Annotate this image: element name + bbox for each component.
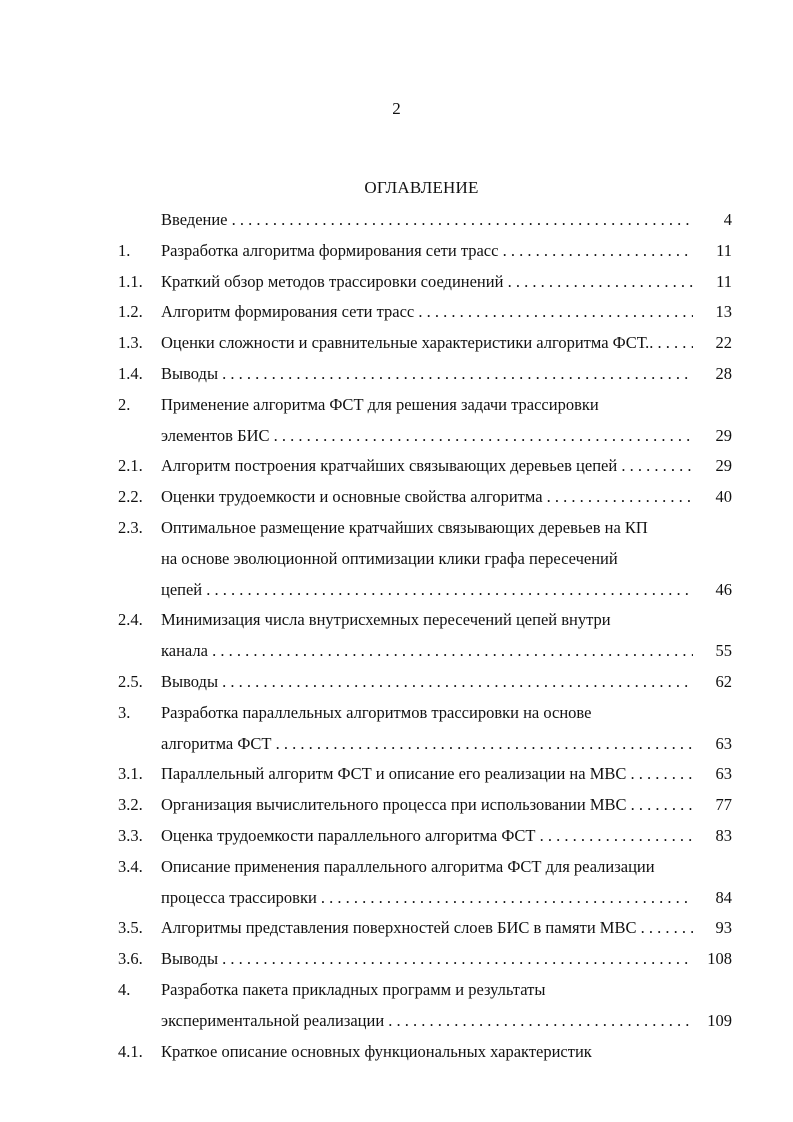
toc-entry-title: Параллельный алгоритм ФСТ и описание его реализации на МВС . . . <box>161 761 693 787</box>
toc-entry-title: алгоритма ФСТ . . . <box>161 731 693 757</box>
toc-entry-title: Выводы . . . <box>161 669 693 695</box>
toc-entry-page: 40 <box>715 487 732 507</box>
toc-entry-number: 3.1. <box>118 764 143 784</box>
toc-entry-title: Оценки сложности и сравнительные характеристики алгоритма ФСТ.. . . . <box>161 330 693 356</box>
toc-entry-line <box>0 885 793 911</box>
toc-entry-page: 84 <box>715 887 732 907</box>
toc-entry-line <box>0 700 793 726</box>
toc-entry-number: 1.1. <box>118 271 143 291</box>
toc-entry-title: на основе эволюционной оптимизации клики графа пересечений <box>161 548 618 568</box>
toc-entry-line <box>0 669 793 695</box>
toc-entry-page: 55 <box>715 641 732 661</box>
toc-entry-line <box>0 330 793 356</box>
toc-entry-page: 29 <box>715 425 732 445</box>
toc-entry-page: 46 <box>715 579 732 599</box>
toc-entry-page: 11 <box>716 240 732 260</box>
toc-entry-title: Выводы . . . <box>161 361 693 387</box>
toc-entry-title: Введение . . . <box>161 207 693 233</box>
toc-entry-title: Краткое описание основных функциональных характеристик <box>161 1041 592 1061</box>
toc-entry-line <box>0 792 793 818</box>
toc-entry-number: 2. <box>118 394 131 414</box>
toc-entry-title: Минимизация числа внутрисхемных пересечений цепей внутри <box>161 610 611 630</box>
toc-entry-title: Оптимальное размещение кратчайших связывающих деревьев на КП <box>161 518 648 537</box>
toc-entry-line <box>0 1039 793 1065</box>
toc-entry-title: Разработка параллельных алгоритмов трассировки на основе <box>161 702 592 722</box>
toc-entry-line <box>0 854 793 880</box>
toc-entry-title: Разработка алгоритма формирования сети трасс . . . <box>161 238 693 264</box>
toc-entry-number: 3.3. <box>118 826 143 845</box>
toc-entry-line <box>0 915 793 941</box>
toc-entry-title: элементов БИС . . . <box>161 423 693 449</box>
toc-entry-number: 1.2. <box>118 302 143 322</box>
toc-entry-number: 2.4. <box>118 610 143 630</box>
page-number: 2 <box>392 99 401 118</box>
toc-entry-number: 2.3. <box>118 518 143 537</box>
toc-entry-number: 3.4. <box>118 856 143 876</box>
toc-entry-number: 2.2. <box>118 487 143 507</box>
toc-entry-number: 2.1. <box>118 456 143 476</box>
toc-entry-page: 4 <box>723 210 732 229</box>
toc-entry-line <box>0 423 793 449</box>
toc-entry-line <box>0 577 793 603</box>
toc-entry-line <box>0 453 793 479</box>
toc-entry-title: канала . . . <box>161 638 693 664</box>
toc-entry-line <box>0 638 793 664</box>
toc-entry-line <box>0 823 793 849</box>
toc-entry-number: 3.5. <box>118 918 143 938</box>
toc-entry-number: 4. <box>118 980 131 999</box>
toc-entry-page: 11 <box>716 271 732 291</box>
toc-entry-page: 22 <box>715 333 732 353</box>
toc-entry-title: Оценки трудоемкости и основные свойства алгоритма . . . <box>161 484 693 510</box>
toc-entry-title: Алгоритмы представления поверхностей слоев БИС в памяти МВС . . . <box>161 915 693 941</box>
toc-entry-line <box>0 1008 793 1034</box>
toc-entry-line <box>0 546 793 572</box>
toc-entry-page: 63 <box>715 733 732 753</box>
toc-entry-page: 77 <box>715 795 732 815</box>
toc-entry-number: 3.2. <box>118 795 143 815</box>
toc-entry-title: Организация вычислительного процесса при использовании МВС . . . <box>161 792 693 818</box>
toc-entry-title: Выводы . . . <box>161 946 693 972</box>
page-title: ОГЛАВЛЕНИЕ <box>364 178 479 197</box>
toc-entry-page: 62 <box>715 672 732 691</box>
toc-entry-title: Алгоритм формирования сети трасс . . . <box>161 299 693 325</box>
toc-entry-title: Оценка трудоемкости параллельного алгоритма ФСТ . . . <box>161 823 693 849</box>
toc-entry-line <box>0 392 793 418</box>
toc-entry-page: 93 <box>715 918 732 938</box>
toc-entry-title: Алгоритм построения кратчайших связывающих деревьев цепей . . . <box>161 453 693 479</box>
toc-entry-line <box>0 484 793 510</box>
toc-entry-page: 13 <box>715 302 732 322</box>
toc-entry-title: Разработка пакета прикладных программ и результаты <box>161 980 546 999</box>
toc-entry-line <box>0 361 793 387</box>
toc-entry-title: Краткий обзор методов трассировки соединений . . . <box>161 269 693 295</box>
toc-entry-page: 28 <box>715 364 732 383</box>
toc-entry-number: 3. <box>118 702 131 722</box>
toc-entry-page: 29 <box>715 456 732 476</box>
toc-entry-number: 2.5. <box>118 672 143 691</box>
toc-entry-page: 109 <box>707 1010 732 1030</box>
toc-entry-page: 108 <box>707 949 732 969</box>
toc-entry-number: 1.4. <box>118 364 143 383</box>
toc-entry-line <box>0 946 793 972</box>
toc-entry-number: 3.6. <box>118 949 143 969</box>
toc-entry-title: экспериментальной реализации . . . <box>161 1008 693 1034</box>
toc-entry-title: Описание применения параллельного алгоритма ФСТ для реализации <box>161 856 655 876</box>
toc-entry-line <box>0 977 793 1003</box>
toc-entry-line <box>0 731 793 757</box>
toc-entry-number: 4.1. <box>118 1041 143 1061</box>
toc-entry-page: 83 <box>715 826 732 845</box>
toc-entry-number: 1. <box>118 240 131 260</box>
toc-entry-title: Применение алгоритма ФСТ для решения задачи трассировки <box>161 394 599 414</box>
toc-entry-number: 1.3. <box>118 333 143 353</box>
toc-entry-line <box>0 269 793 295</box>
toc-entry-line <box>0 207 793 233</box>
toc-entry-line <box>0 238 793 264</box>
toc-entry-line <box>0 299 793 325</box>
toc-entry-title: процесса трассировки . . . <box>161 885 693 911</box>
toc-entry-line <box>0 761 793 787</box>
toc-entry-title: цепей . . . <box>161 577 693 603</box>
toc-entry-line <box>0 515 793 541</box>
toc-entry-page: 63 <box>715 764 732 784</box>
toc-entry-line <box>0 607 793 633</box>
